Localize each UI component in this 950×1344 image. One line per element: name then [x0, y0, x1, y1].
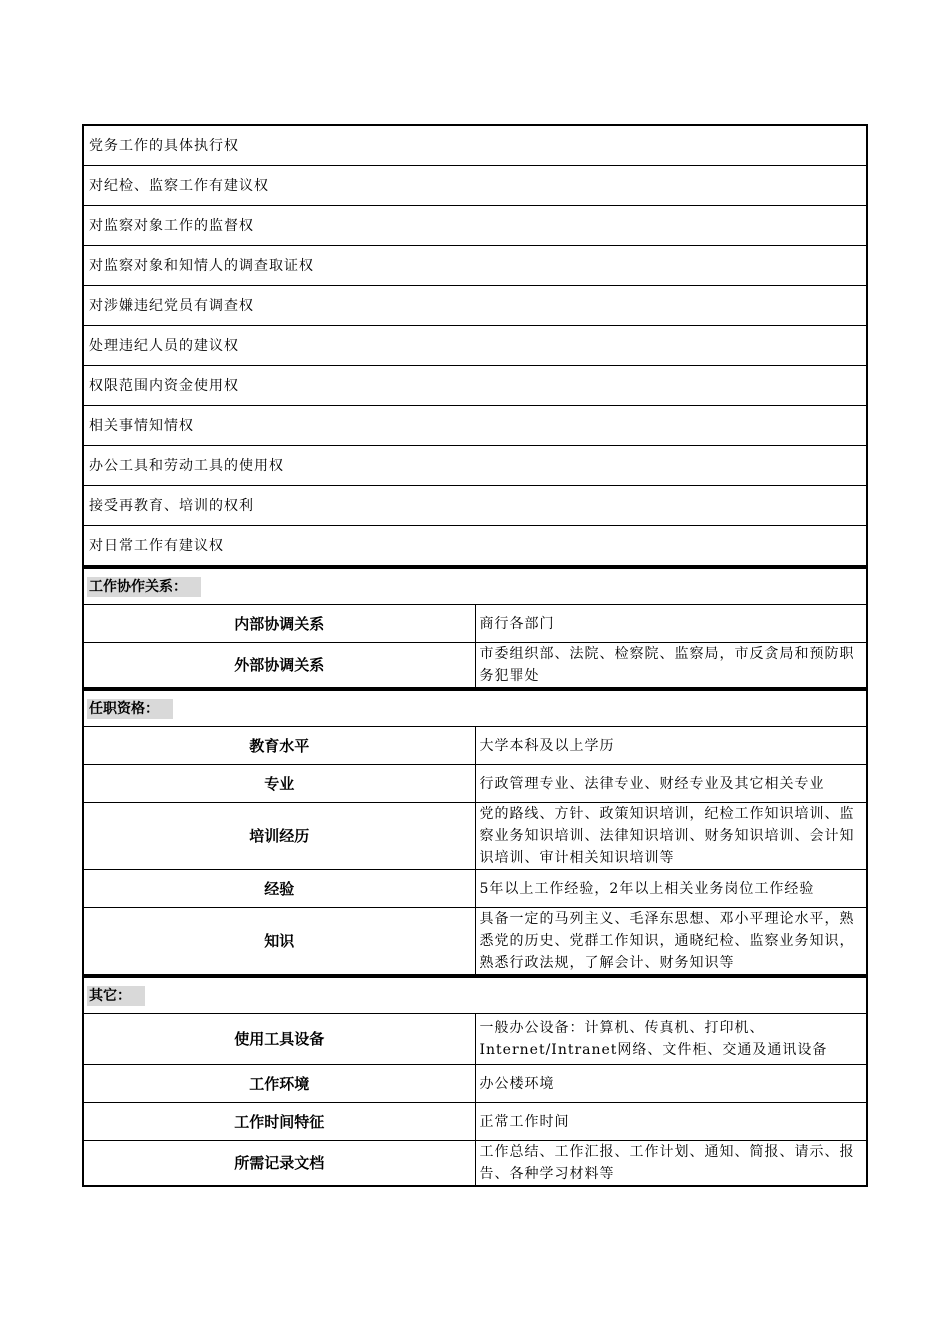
section-title: 其它： — [87, 986, 145, 1006]
row-value: 行政管理专业、法律专业、财经专业及其它相关专业 — [475, 765, 867, 803]
right-item: 对纪检、监察工作有建议权 — [83, 166, 867, 206]
right-item: 相关事情知情权 — [83, 406, 867, 446]
row-label: 工作环境 — [83, 1065, 475, 1103]
section-header-cooperation — [83, 568, 867, 605]
table-row — [83, 1065, 867, 1103]
right-item: 办公工具和劳动工具的使用权 — [83, 446, 867, 486]
section-header-other — [83, 977, 867, 1014]
table-row — [83, 1103, 867, 1141]
cooperation-table — [82, 567, 868, 689]
right-item: 权限范围内资金使用权 — [83, 366, 867, 406]
table-row — [83, 1014, 867, 1065]
table-row — [83, 206, 867, 246]
row-label: 内部协调关系 — [83, 605, 475, 643]
right-item: 对监察对象工作的监督权 — [83, 206, 867, 246]
table-row — [83, 1141, 867, 1187]
table-row — [83, 526, 867, 567]
table-row — [83, 605, 867, 643]
right-item: 党务工作的具体执行权 — [83, 125, 867, 166]
table-row — [83, 765, 867, 803]
table-row — [83, 446, 867, 486]
row-value: 正常工作时间 — [475, 1103, 867, 1141]
row-value: 市委组织部、法院、检察院、监察局，市反贪局和预防职务犯罪处 — [475, 643, 867, 689]
row-label: 知识 — [83, 908, 475, 976]
table-row — [83, 125, 867, 166]
row-value: 办公楼环境 — [475, 1065, 867, 1103]
row-value: 商行各部门 — [475, 605, 867, 643]
table-row — [83, 870, 867, 908]
row-label: 教育水平 — [83, 727, 475, 765]
section-title: 工作协作关系： — [87, 577, 201, 597]
qualifications-table — [82, 689, 868, 976]
row-label: 所需记录文档 — [83, 1141, 475, 1187]
table-row — [83, 286, 867, 326]
row-value: 党的路线、方针、政策知识培训，纪检工作知识培训、监察业务知识培训、法律知识培训、财务知识培训、会计知识培训、审计相关知识培训等 — [475, 803, 867, 870]
right-item: 接受再教育、培训的权利 — [83, 486, 867, 526]
row-value: 工作总结、工作汇报、工作计划、通知、简报、请示、报告、各种学习材料等 — [475, 1141, 867, 1187]
row-label: 经验 — [83, 870, 475, 908]
row-label: 外部协调关系 — [83, 643, 475, 689]
row-label: 工作时间特征 — [83, 1103, 475, 1141]
table-row — [83, 643, 867, 689]
job-description-sheet — [82, 124, 868, 1187]
row-label: 使用工具设备 — [83, 1014, 475, 1065]
right-item: 对监察对象和知情人的调查取证权 — [83, 246, 867, 286]
rights-table — [82, 124, 868, 567]
row-value: 一般办公设备：计算机、传真机、打印机、Internet/Intranet网络、文件柜、交通及通讯设备 — [475, 1014, 867, 1065]
right-item: 处理违纪人员的建议权 — [83, 326, 867, 366]
section-header-qualifications — [83, 690, 867, 727]
table-row — [83, 326, 867, 366]
right-item: 对日常工作有建议权 — [83, 526, 867, 567]
row-value: 大学本科及以上学历 — [475, 727, 867, 765]
table-row — [83, 406, 867, 446]
row-label: 培训经历 — [83, 803, 475, 870]
table-row — [83, 803, 867, 870]
table-row — [83, 727, 867, 765]
row-value: 5年以上工作经验，2年以上相关业务岗位工作经验 — [475, 870, 867, 908]
section-title: 任职资格： — [87, 699, 173, 719]
table-row — [83, 908, 867, 976]
table-row — [83, 246, 867, 286]
other-table — [82, 976, 868, 1187]
row-value: 具备一定的马列主义、毛泽东思想、邓小平理论水平，熟悉党的历史、党群工作知识，通晓纪检、监察业务知识，熟悉行政法规，了解会计、财务知识等 — [475, 908, 867, 976]
table-row — [83, 366, 867, 406]
right-item: 对涉嫌违纪党员有调查权 — [83, 286, 867, 326]
table-row — [83, 486, 867, 526]
row-label: 专业 — [83, 765, 475, 803]
table-row — [83, 166, 867, 206]
